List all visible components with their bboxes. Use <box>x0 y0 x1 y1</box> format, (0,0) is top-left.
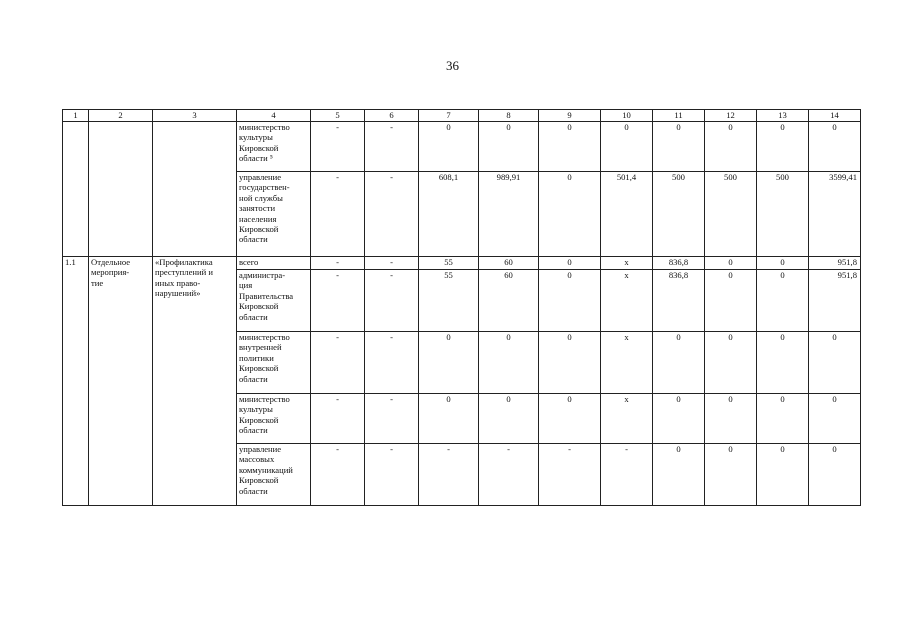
value-cell: - <box>311 332 365 394</box>
value-cell: 0 <box>757 444 809 506</box>
executor-cell: всего <box>237 257 311 270</box>
table-row <box>63 257 861 270</box>
executor-cell: министерство внутренней политики Кировской области <box>237 332 311 394</box>
column-header: 9 <box>539 110 601 122</box>
column-header: 8 <box>479 110 539 122</box>
value-cell: 0 <box>705 394 757 444</box>
executor-cell: министерство культуры Кировской области <box>237 394 311 444</box>
value-cell: - <box>311 270 365 332</box>
value-cell: - <box>365 332 419 394</box>
value-cell: 0 <box>539 270 601 332</box>
value-cell: 0 <box>539 332 601 394</box>
executor-cell: администра- ция Правительства Кировской области <box>237 270 311 332</box>
value-cell: - <box>311 172 365 257</box>
value-cell: - <box>539 444 601 506</box>
value-cell: 0 <box>757 257 809 270</box>
column-header: 14 <box>809 110 861 122</box>
value-cell: 55 <box>419 257 479 270</box>
table-row <box>63 122 861 172</box>
value-cell: 951,8 <box>809 257 861 270</box>
value-cell: 0 <box>653 394 705 444</box>
value-cell: 0 <box>705 332 757 394</box>
value-cell: 0 <box>539 394 601 444</box>
value-cell: - <box>311 444 365 506</box>
value-cell: 0 <box>705 122 757 172</box>
value-cell: 989,91 <box>479 172 539 257</box>
value-cell: - <box>365 444 419 506</box>
program-name-cell <box>153 122 237 257</box>
value-cell: 0 <box>757 394 809 444</box>
executor-cell: управление массовых коммуникаций Кировской области <box>237 444 311 506</box>
value-cell: 0 <box>757 122 809 172</box>
value-cell: - <box>311 394 365 444</box>
value-cell: - <box>365 257 419 270</box>
value-cell: х <box>601 332 653 394</box>
column-header: 10 <box>601 110 653 122</box>
value-cell: х <box>601 257 653 270</box>
value-cell: 0 <box>705 257 757 270</box>
value-cell: 0 <box>705 270 757 332</box>
value-cell: - <box>365 172 419 257</box>
value-cell: - <box>419 444 479 506</box>
value-cell: 0 <box>653 444 705 506</box>
value-cell: 500 <box>653 172 705 257</box>
value-cell: 0 <box>653 332 705 394</box>
value-cell: 0 <box>653 122 705 172</box>
column-header: 2 <box>89 110 153 122</box>
value-cell: - <box>311 257 365 270</box>
column-header: 5 <box>311 110 365 122</box>
status-cell: Отдельное мероприя- тие <box>89 257 153 506</box>
value-cell: 0 <box>539 172 601 257</box>
header-row <box>63 110 861 122</box>
column-header: 1 <box>63 110 89 122</box>
value-cell: 60 <box>479 257 539 270</box>
value-cell: - <box>365 394 419 444</box>
program-name-cell: «Профилактика преступлений и иных право- нарушений» <box>153 257 237 506</box>
value-cell: 60 <box>479 270 539 332</box>
value-cell: - <box>311 122 365 172</box>
value-cell: 0 <box>539 122 601 172</box>
status-cell <box>89 122 153 257</box>
value-cell: 501,4 <box>601 172 653 257</box>
column-header: 11 <box>653 110 705 122</box>
value-cell: х <box>601 270 653 332</box>
value-cell: 55 <box>419 270 479 332</box>
number-cell: 1.1 <box>63 257 89 506</box>
value-cell: 0 <box>809 122 861 172</box>
value-cell: - <box>601 444 653 506</box>
value-cell: 951,8 <box>809 270 861 332</box>
value-cell: 0 <box>601 122 653 172</box>
value-cell: 0 <box>705 444 757 506</box>
value-cell: 0 <box>809 332 861 394</box>
page-number: 36 <box>446 58 459 73</box>
number-cell <box>63 122 89 257</box>
value-cell: 0 <box>809 444 861 506</box>
value-cell: 500 <box>757 172 809 257</box>
value-cell: 0 <box>419 332 479 394</box>
value-cell: 0 <box>479 122 539 172</box>
value-cell: 500 <box>705 172 757 257</box>
column-header: 4 <box>237 110 311 122</box>
value-cell: - <box>365 270 419 332</box>
value-cell: 0 <box>757 270 809 332</box>
value-cell: 0 <box>757 332 809 394</box>
value-cell: 0 <box>419 394 479 444</box>
column-header: 3 <box>153 110 237 122</box>
column-header: 12 <box>705 110 757 122</box>
column-header: 7 <box>419 110 479 122</box>
executor-cell: министерство культуры Кировской области ⁵ <box>237 122 311 172</box>
column-header: 13 <box>757 110 809 122</box>
value-cell: 0 <box>479 394 539 444</box>
executor-cell: управление государствен- ной службы занятости населения Кировской области <box>237 172 311 257</box>
value-cell: 0 <box>539 257 601 270</box>
column-header: 6 <box>365 110 419 122</box>
value-cell: - <box>365 122 419 172</box>
budget-table <box>62 109 861 506</box>
value-cell: 836,8 <box>653 270 705 332</box>
value-cell: 608,1 <box>419 172 479 257</box>
value-cell: 3599,41 <box>809 172 861 257</box>
value-cell: 0 <box>479 332 539 394</box>
value-cell: 836,8 <box>653 257 705 270</box>
value-cell: х <box>601 394 653 444</box>
value-cell: - <box>479 444 539 506</box>
value-cell: 0 <box>809 394 861 444</box>
value-cell: 0 <box>419 122 479 172</box>
